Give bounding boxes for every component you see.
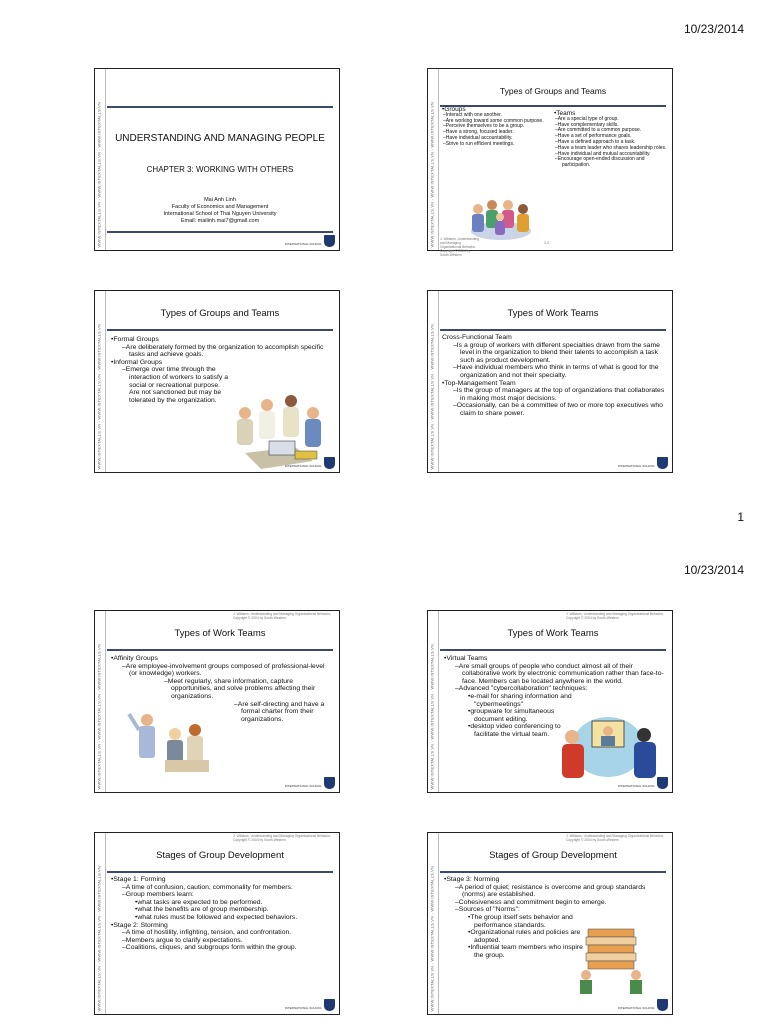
list-item: – Have individual and mutual accountability. xyxy=(554,152,668,158)
list-item: • what tasks are expected to be performed. xyxy=(111,899,333,907)
list-item: • what the benefits are of group membership. xyxy=(111,906,333,914)
slide-rule xyxy=(107,329,333,331)
slide-sidebar: WWW.ISTEXTALLS.VN - WWW.ISTEXTALLS.VN - WWW.ISTEXTALLS.VN xyxy=(95,611,106,792)
slide-rule xyxy=(107,871,333,873)
faculty: Faculty of Economics and Management xyxy=(171,204,269,210)
slide-title: UNDERSTANDING AND MANAGING PEOPLE xyxy=(115,133,325,144)
list-item: – Are a special type of group. xyxy=(554,117,668,123)
list-item: – Are deliberately formed by the organization to accomplish specific tasks and achieve goals. xyxy=(111,344,333,359)
slide-number: 3-3 xyxy=(544,241,549,245)
paper-stack-illustration xyxy=(578,923,648,997)
slide-7 xyxy=(94,832,340,1015)
list-item: – Advanced "cybercollaboration" techniques: xyxy=(444,685,666,693)
slide-1 xyxy=(94,68,340,251)
slide-sidebar: WWW.ISTEXTALLS.VN - WWW.ISTEXTALLS.VN - WWW.ISTEXTALLS.VN xyxy=(428,69,439,250)
list-item: – Have complementary skills. xyxy=(554,123,668,129)
shield-icon xyxy=(324,235,335,247)
list-item: – Is the group of managers at the top of organizations that collaborates in making most major decisions. xyxy=(442,387,666,402)
list-item: • what rules must be followed and expected behaviors. xyxy=(111,914,333,922)
list-item: – A time of confusion, caution, commonality for members. xyxy=(111,884,333,892)
shield-icon xyxy=(657,777,668,789)
slide-rule xyxy=(440,329,666,331)
email: Email: mailinh.mai7@gmail.com xyxy=(180,218,260,224)
shield-icon xyxy=(657,457,668,469)
list-item: – Strive to run efficient meetings. xyxy=(442,142,550,148)
list-item: • The group itself sets behavior and performance standards. xyxy=(444,914,584,929)
list-item: – Are committed to a common purpose. xyxy=(554,128,668,134)
school-logo: INTERNATIONAL SCHOOL xyxy=(285,457,335,469)
page-2-date: 10/23/2014 xyxy=(683,563,744,577)
list-item: – Have individual accountability. xyxy=(442,136,550,142)
list-item: – Have a strong, focused leader. xyxy=(442,130,550,136)
slide-title: Types of Groups and Teams xyxy=(499,86,607,96)
list-item: – Sources of "Norms": xyxy=(444,906,666,914)
footnote: J. Williams, Understanding and Managing Organizational Behavior, Copyright © 2004 by South-Western xyxy=(566,834,664,842)
list-item: – Are employee-involvement groups composed of professional-level (or knowledge) workers. xyxy=(111,663,333,678)
author-name: Mai Anh Linh xyxy=(204,197,236,203)
list-item: – Cohesiveness and commitment begin to emerge. xyxy=(444,899,666,907)
stage-2-heading: • Stage 2: Storming xyxy=(111,922,333,930)
school-logo: INTERNATIONAL SCHOOL xyxy=(285,999,335,1011)
slide-title: Stages of Group Development xyxy=(156,850,284,861)
school-logo: INTERNATIONAL SCHOOL xyxy=(618,457,668,469)
page-1-date: 10/23/2014 xyxy=(683,22,744,36)
footnote: J. Williams, Understanding and Managing Organizational Behavior, Copyright © 2004 by South-Western xyxy=(233,612,331,620)
slide-sidebar: WWW.ISTEXTALLS.VN - WWW.ISTEXTALLS.VN - WWW.ISTEXTALLS.VN xyxy=(428,291,439,472)
shield-icon xyxy=(324,999,335,1011)
list-item: – A period of quiet; resistance is overcome and group standards (norms) are established. xyxy=(444,884,666,899)
cross-functional-heading: Cross-Functional Team xyxy=(442,334,512,341)
list-item: – Have a team leader who shares leadership roles. xyxy=(554,146,668,152)
footnote: J. Williams, Understanding and Managing Organizational Behavior, Copyright © 2004 by South-Western xyxy=(566,612,664,620)
slide-subtitle: CHAPTER 3: WORKING WITH OTHERS xyxy=(146,165,294,174)
slide-title: Types of Work Teams xyxy=(174,628,266,639)
list-item: • Influential team members who inspire the group. xyxy=(444,944,584,959)
slide-2 xyxy=(427,68,673,257)
teams-column xyxy=(554,111,668,169)
slide-rule xyxy=(107,649,333,651)
slide-title: Stages of Group Development xyxy=(489,850,617,861)
groups-heading: • Groups xyxy=(442,107,550,113)
footnote: J. Williams, Understanding and Managing Organizational Behavior, Copyright © 2004 by South-Western xyxy=(440,237,480,257)
slide-sidebar: WWW.ISTEXTALLS.VN - WWW.ISTEXTALLS.VN - WWW.ISTEXTALLS.VN xyxy=(95,833,106,1014)
slide-4 xyxy=(427,290,673,473)
list-item: – Members argue to clarify expectations. xyxy=(111,937,333,945)
list-item: – Is a group of workers with different specialties drawn from the same level in the organization to blend their talents to accomplish a task such as product development. xyxy=(442,342,666,365)
school: International School of Thai Nguyen University xyxy=(163,211,277,217)
list-item: – Are self-directing and have a formal charter from their organizations. xyxy=(111,701,333,724)
list-item: • Organizational rules and policies are adopted. xyxy=(444,929,584,944)
list-item: – Emerge over time through the interaction of workers to satisfy a social or recreational purpose. Are not sanctioned but may be tolerated by the organization. xyxy=(111,366,229,404)
list-item: – Coalitions, cliques, and subgroups form within the group. xyxy=(111,944,333,952)
list-item: • desktop video conferencing to facilitate the virtual team. xyxy=(444,723,574,738)
list-item: – Are small groups of people who conduct almost all of their collaborative work by electronic communication rather than face-to-face. Members can be located anywhere in the world. xyxy=(444,663,666,686)
slide-rule xyxy=(440,871,666,873)
list-item: – Group members learn: xyxy=(111,891,333,899)
school-logo: INTERNATIONAL SCHOOL xyxy=(618,999,668,1011)
teams-heading: • Teams xyxy=(554,111,668,117)
stage-1-heading: • Stage 1: Forming xyxy=(111,876,333,884)
slide-sidebar: WWW.ISTEXTALLS.VN - WWW.ISTEXTALLS.VN - WWW.ISTEXTALLS.VN xyxy=(428,833,439,1014)
school-logo: INTERNATIONAL SCHOOL xyxy=(285,235,335,247)
slide-8 xyxy=(427,832,673,1015)
slide-3 xyxy=(94,290,340,473)
page-1-number: 1 xyxy=(737,510,744,524)
slide-5 xyxy=(94,610,340,793)
list-item: – Are working toward some common purpose. xyxy=(442,119,550,125)
slide-body xyxy=(111,876,333,952)
slide-title: Types of Work Teams xyxy=(507,308,599,319)
slide-title: Types of Work Teams xyxy=(507,628,599,639)
list-item: – Interact with one another. xyxy=(442,113,550,119)
list-item: – Have individual members who think in terms of what is good for the organization and not their specialty. xyxy=(442,364,666,379)
list-item: – A time of hostility, infighting, tension, and confrontation. xyxy=(111,929,333,937)
list-item: • groupware for simultaneous document editing. xyxy=(444,708,574,723)
slide-sidebar: WWW.ISTEXTALLS.VN - WWW.ISTEXTALLS.VN - WWW.ISTEXTALLS.VN xyxy=(95,69,106,250)
shield-icon xyxy=(324,777,335,789)
slide-rule xyxy=(107,106,333,108)
list-item: – Encourage open-ended discussion and participation. xyxy=(554,157,668,169)
stage-3-heading: • Stage 3: Norming xyxy=(444,876,666,884)
slide-sidebar: WWW.ISTEXTALLS.VN - WWW.ISTEXTALLS.VN - WWW.ISTEXTALLS.VN xyxy=(95,291,106,472)
virtual-teams-heading: • Virtual Teams xyxy=(444,655,666,663)
list-item: – Have a defined approach to a task. xyxy=(554,140,668,146)
shield-icon xyxy=(324,457,335,469)
shield-icon xyxy=(657,999,668,1011)
slide-6 xyxy=(427,610,673,793)
list-item: – Have a set of performance goals. xyxy=(554,134,668,140)
slide-rule-bottom xyxy=(107,231,333,233)
slide-title: Types of Groups and Teams xyxy=(160,308,280,319)
footnote: J. Williams, Understanding and Managing Organizational Behavior, Copyright © 2004 by South-Western xyxy=(233,834,331,842)
top-management-heading: • Top-Management Team xyxy=(442,380,666,388)
groups-column xyxy=(442,107,550,148)
school-logo: INTERNATIONAL SCHOOL xyxy=(618,777,668,789)
slide-body xyxy=(442,334,666,418)
video-conference-illustration xyxy=(558,707,658,787)
business-people-illustration xyxy=(125,706,221,782)
affinity-groups-heading: • Affinity Groups xyxy=(111,655,333,663)
informal-groups-heading: • Informal Groups xyxy=(111,359,333,367)
slide-sidebar: WWW.ISTEXTALLS.VN - WWW.ISTEXTALLS.VN - WWW.ISTEXTALLS.VN xyxy=(428,611,439,792)
list-item: – Perceive themselves to be a group. xyxy=(442,124,550,130)
slide-rule xyxy=(440,649,666,651)
list-item: – Occasionally, can be a committee of two or more top executives who claim to share power. xyxy=(442,402,666,417)
school-logo: INTERNATIONAL SCHOOL xyxy=(285,777,335,789)
list-item: – Meet regularly, share information, capture opportunities, and solve problems affecting their organizations. xyxy=(111,678,333,701)
formal-groups-heading: • Formal Groups xyxy=(111,336,333,344)
list-item: • e-mail for sharing information and "cybermeetings" xyxy=(444,693,574,708)
